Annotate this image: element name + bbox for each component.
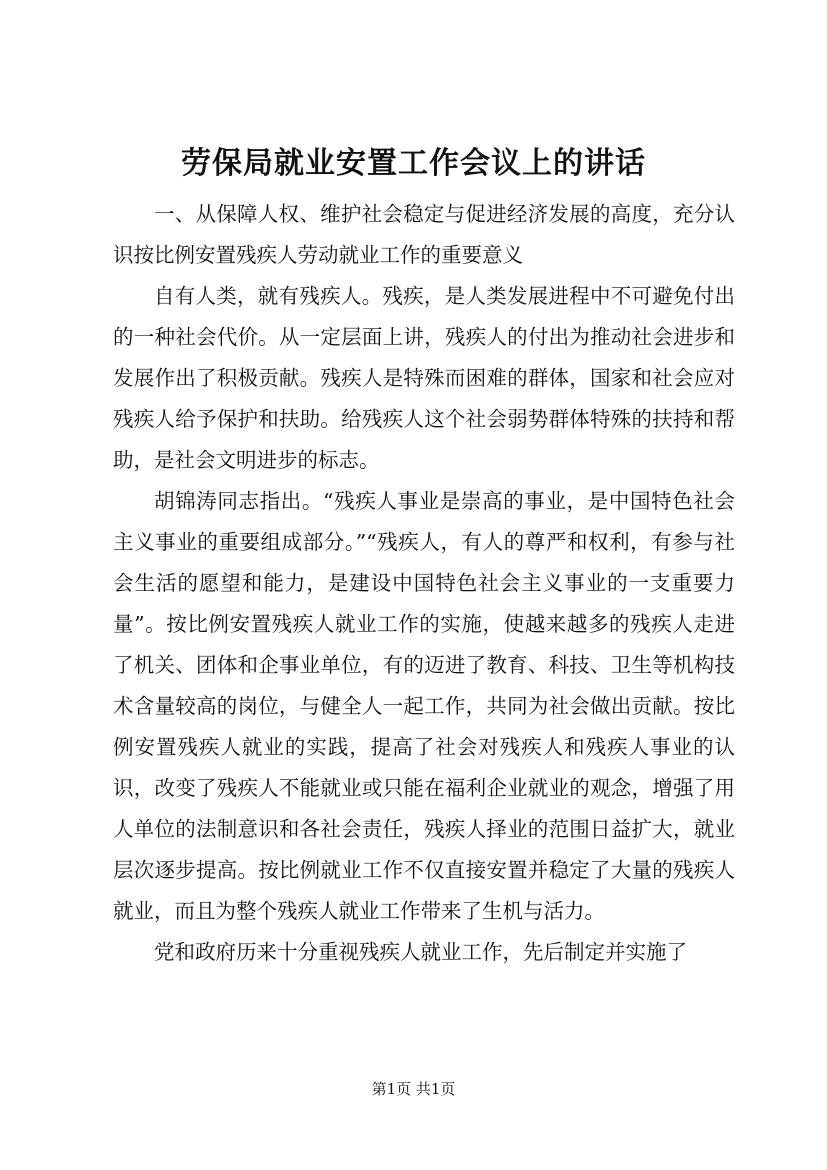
body-paragraph: 胡锦涛同志指出。“残疾人事业是崇高的事业，是中国特色社会主义事业的重要组成部分。”“残疾人，有人的尊严和权利，有参与社会生活的愿望和能力，是建设中国特色社会主义事业的一支重要力量”。按比例安置残疾人就业工作的实施，使越来越多的残疾人走进了机关、团体和企事业单位，有的迈进了教育、科技、卫生等机构技术含量较高的岗位，与健全人一起工作，共同为社会做出贡献。按比例安置残疾人就业的实践，提高了社会对残疾人和残疾人事业的认识，改变了残疾人不能就业或只能在福利企业就业的观念，增强了用人单位的法制意识和各社会责任，残疾人择业的范围日益扩大，就业层次逐步提高。按比例就业工作不仅直接安置并稳定了大量的残疾人就业，而且为整个残疾人就业工作带来了生机与活力。	[113, 489, 735, 923]
document-body	[113, 194, 735, 973]
body-paragraph: 党和政府历来十分重视残疾人就业工作，先后制定并实施了	[154, 940, 687, 964]
body-paragraph: 自有人类，就有残疾人。残疾，是人类发展进程中不可避免付出的一种社会代价。从一定层面上讲，残疾人的付出为推动社会进步和发展作出了积极贡献。残疾人是特殊而困难的群体，国家和社会应对残疾人给予保护和扶助。给残疾人这个社会弱势群体特殊的扶持和帮助，是社会文明进步的标志。	[113, 284, 735, 472]
page-number-footer: 第1页 共1页	[371, 1080, 456, 1098]
section-heading-paragraph: 一、从保障人权、维护社会稳定与促进经济发展的高度，充分认识按比例安置残疾人劳动就业工作的重要意义	[113, 202, 735, 267]
document-title: 劳保局就业安置工作会议上的讲话	[181, 146, 646, 181]
